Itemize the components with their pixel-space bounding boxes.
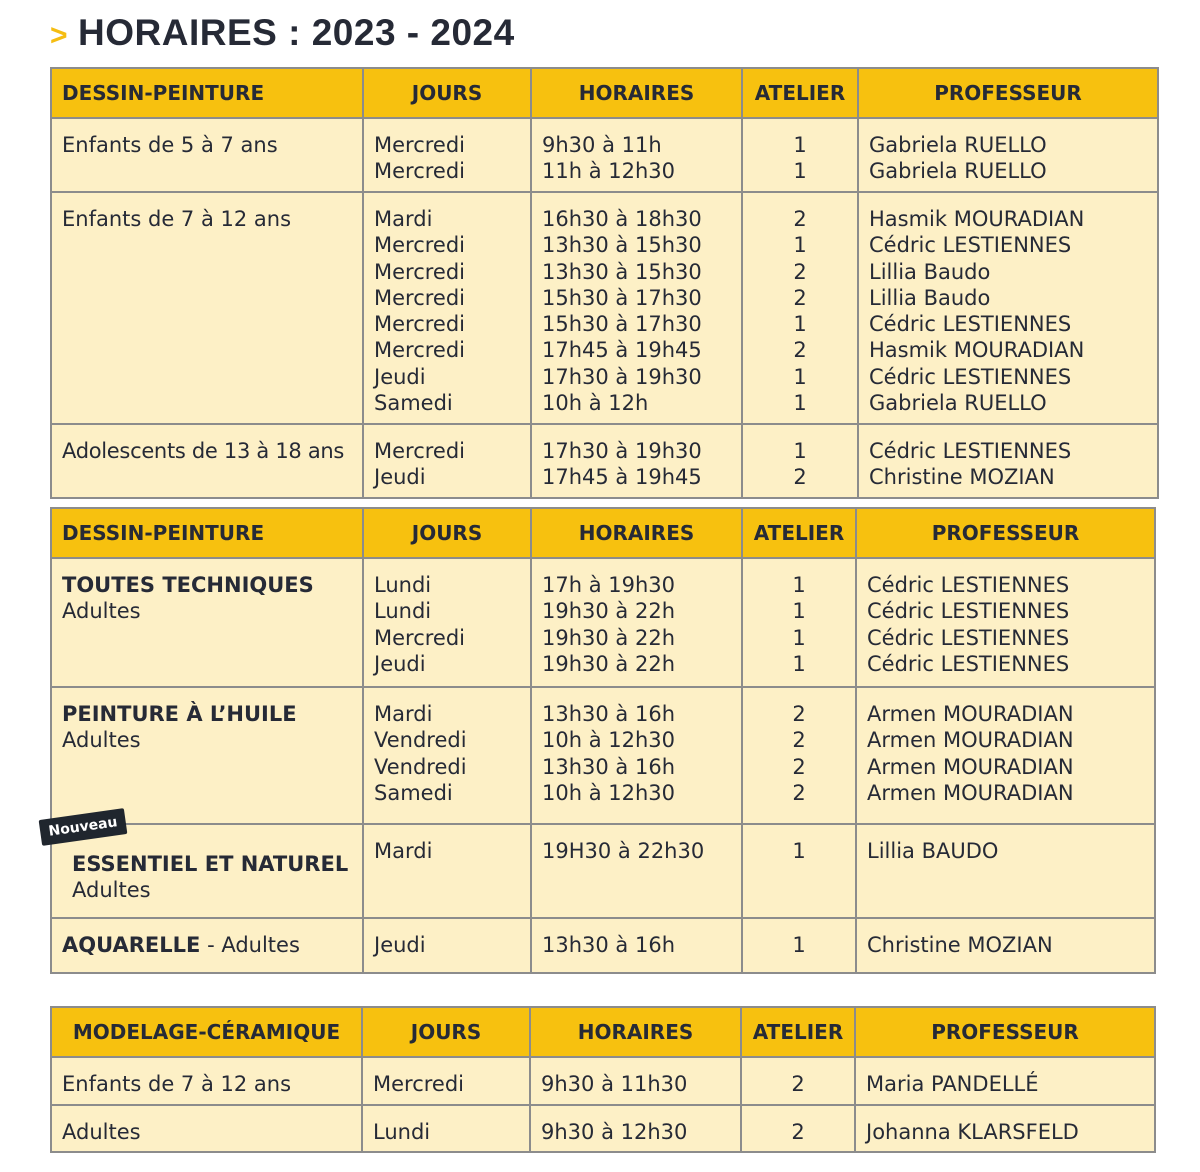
category-sub: - Adultes bbox=[200, 933, 300, 957]
atelier-value: 1 bbox=[793, 364, 807, 389]
table-row bbox=[51, 424, 1158, 498]
category-cell bbox=[51, 687, 363, 824]
horaires-cell bbox=[531, 558, 742, 687]
horaire-value: 19H30 à 22h30 bbox=[542, 839, 705, 863]
professeur-cell bbox=[858, 118, 1158, 192]
horaire-value: 10h à 12h30 bbox=[542, 780, 676, 805]
jour-value: Jeudi bbox=[374, 651, 426, 676]
header-professeur: PROFESSEUR bbox=[858, 68, 1158, 118]
atelier-value: 2 bbox=[792, 754, 806, 779]
atelier-cell bbox=[741, 1105, 855, 1152]
jour-value: Vendredi bbox=[374, 754, 467, 779]
atelier-cell bbox=[742, 192, 858, 424]
horaire-value: 9h30 à 11h30 bbox=[541, 1072, 688, 1096]
professeur-value: Cédric LESTIENNES bbox=[867, 651, 1070, 676]
atelier-value: 2 bbox=[793, 465, 807, 490]
category-cell bbox=[51, 192, 363, 424]
header-category: DESSIN-PEINTURE bbox=[51, 508, 363, 558]
page-title-text: HORAIRES : 2023 - 2024 bbox=[78, 12, 515, 53]
jour-value: Mercredi bbox=[374, 159, 466, 184]
horaire-value: 17h à 19h30 bbox=[542, 573, 676, 597]
atelier-cell bbox=[742, 118, 858, 192]
header-professeur: PROFESSEUR bbox=[855, 1007, 1155, 1057]
dessin-peinture-enfants-table bbox=[50, 67, 1159, 499]
horaire-value: 13h30 à 16h bbox=[542, 754, 676, 779]
header-category: MODELAGE-CÉRAMIQUE bbox=[51, 1007, 362, 1057]
professeur-value: Christine MOZIAN bbox=[867, 933, 1053, 957]
chevron-right-icon: > bbox=[50, 19, 69, 52]
jour-value: Mercredi bbox=[374, 285, 466, 310]
category-sub: Adultes bbox=[62, 599, 141, 624]
atelier-value: 1 bbox=[793, 439, 807, 463]
horaire-value: 10h à 12h bbox=[542, 391, 649, 416]
horaires-cell bbox=[531, 118, 742, 192]
atelier-value: 1 bbox=[792, 839, 806, 863]
jour-value: Mercredi bbox=[374, 133, 466, 157]
professeur-value: Johanna KLARSFELD bbox=[866, 1120, 1079, 1144]
horaire-value: 13h30 à 16h bbox=[542, 702, 676, 726]
atelier-cell bbox=[742, 918, 856, 973]
jours-cell bbox=[363, 192, 531, 424]
professeur-value: Christine MOZIAN bbox=[869, 465, 1055, 490]
horaire-value: 17h45 à 19h45 bbox=[542, 465, 702, 490]
header-atelier: ATELIER bbox=[742, 508, 856, 558]
professeur-value: Lillia Baudo bbox=[869, 285, 991, 310]
horaire-value: 13h30 à 16h bbox=[542, 933, 676, 957]
professeur-value: Cédric LESTIENNES bbox=[867, 599, 1070, 624]
horaire-value: 17h45 à 19h45 bbox=[542, 338, 702, 363]
modelage-ceramique-table bbox=[50, 1006, 1156, 1153]
atelier-value: 2 bbox=[793, 285, 807, 310]
atelier-value: 1 bbox=[792, 933, 806, 957]
jours-cell bbox=[362, 1105, 530, 1152]
table-header-row bbox=[51, 508, 1155, 558]
category-cell bbox=[51, 824, 363, 918]
atelier-cell bbox=[742, 824, 856, 918]
category-cell bbox=[51, 558, 363, 687]
category-sub: Adultes bbox=[62, 728, 141, 753]
header-atelier: ATELIER bbox=[742, 68, 858, 118]
jours-cell bbox=[363, 558, 531, 687]
atelier-value: 2 bbox=[793, 338, 807, 363]
horaire-value: 15h30 à 17h30 bbox=[542, 312, 702, 337]
professeur-cell bbox=[856, 824, 1155, 918]
jour-value: Lundi bbox=[373, 1120, 431, 1144]
category-label: Adultes bbox=[62, 1120, 141, 1144]
horaires-cell bbox=[531, 687, 742, 824]
horaire-value: 16h30 à 18h30 bbox=[542, 207, 702, 231]
horaires-cell bbox=[531, 824, 742, 918]
jour-value: Vendredi bbox=[374, 728, 467, 753]
jours-cell bbox=[362, 1057, 530, 1105]
jour-value: Mercredi bbox=[374, 259, 466, 284]
horaire-value: 9h30 à 11h bbox=[542, 133, 662, 157]
category-label: Enfants de 7 à 12 ans bbox=[62, 1072, 292, 1096]
professeur-value: Cédric LESTIENNES bbox=[867, 573, 1070, 597]
professeur-value: Gabriela RUELLO bbox=[869, 159, 1047, 184]
jour-value: Mercredi bbox=[374, 233, 466, 258]
table-header-row bbox=[51, 68, 1158, 118]
category-title: TOUTES TECHNIQUES bbox=[62, 573, 314, 597]
professeur-value: Maria PANDELLÉ bbox=[866, 1072, 1039, 1096]
header-horaires: HORAIRES bbox=[531, 68, 742, 118]
jour-value: Lundi bbox=[374, 573, 432, 597]
table-row bbox=[51, 1105, 1155, 1152]
horaire-value: 17h30 à 19h30 bbox=[542, 364, 702, 389]
jour-value: Jeudi bbox=[374, 933, 426, 957]
atelier-value: 2 bbox=[792, 702, 806, 726]
jour-value: Jeudi bbox=[374, 364, 426, 389]
category-label: Enfants de 7 à 12 ans bbox=[62, 207, 292, 231]
professeur-value: Cédric LESTIENNES bbox=[869, 364, 1072, 389]
horaire-value: 13h30 à 15h30 bbox=[542, 233, 702, 258]
professeur-value: Armen MOURADIAN bbox=[867, 702, 1074, 726]
jour-value: Samedi bbox=[374, 391, 453, 416]
professeur-value: Lillia Baudo bbox=[869, 259, 991, 284]
horaires-cell bbox=[530, 1057, 741, 1105]
jour-value: Mercredi bbox=[374, 312, 466, 337]
atelier-value: 2 bbox=[792, 728, 806, 753]
professeur-cell bbox=[856, 558, 1155, 687]
nouveau-badge: Nouveau bbox=[39, 808, 128, 846]
jour-value: Lundi bbox=[374, 599, 432, 624]
category-cell bbox=[51, 424, 363, 498]
jours-cell bbox=[363, 424, 531, 498]
jours-cell bbox=[363, 918, 531, 973]
atelier-value: 2 bbox=[792, 780, 806, 805]
table-row bbox=[51, 558, 1155, 687]
horaire-value: 17h30 à 19h30 bbox=[542, 439, 702, 463]
professeur-value: Cédric LESTIENNES bbox=[867, 625, 1070, 650]
horaires-cell bbox=[530, 1105, 741, 1152]
jour-value: Mardi bbox=[374, 839, 433, 863]
professeur-value: Armen MOURADIAN bbox=[867, 728, 1074, 753]
category-cell bbox=[51, 118, 363, 192]
professeur-cell bbox=[855, 1057, 1155, 1105]
header-category: DESSIN-PEINTURE bbox=[51, 68, 363, 118]
jours-cell bbox=[363, 824, 531, 918]
professeur-cell bbox=[858, 192, 1158, 424]
jour-value: Mercredi bbox=[373, 1072, 465, 1096]
professeur-value: Gabriela RUELLO bbox=[869, 133, 1047, 157]
table-row bbox=[51, 192, 1158, 424]
professeur-cell bbox=[856, 918, 1155, 973]
dessin-peinture-adultes-table bbox=[50, 507, 1156, 974]
category-label: Adolescents de 13 à 18 ans bbox=[62, 439, 345, 463]
jour-value: Mercredi bbox=[374, 338, 466, 363]
atelier-value: 1 bbox=[793, 391, 807, 416]
professeur-cell bbox=[858, 424, 1158, 498]
category-label: Enfants de 5 à 7 ans bbox=[62, 133, 278, 157]
atelier-value: 1 bbox=[792, 651, 806, 676]
page-title bbox=[50, 12, 515, 58]
horaire-value: 19h30 à 22h bbox=[542, 651, 676, 676]
category-title: PEINTURE À L’HUILE bbox=[62, 702, 297, 726]
horaire-value: 11h à 12h30 bbox=[542, 159, 676, 184]
atelier-value: 2 bbox=[793, 259, 807, 284]
category-cell bbox=[51, 918, 363, 973]
professeur-value: Hasmik MOURADIAN bbox=[869, 338, 1085, 363]
atelier-value: 2 bbox=[791, 1120, 805, 1144]
header-professeur: PROFESSEUR bbox=[856, 508, 1155, 558]
jour-value: Jeudi bbox=[374, 465, 426, 490]
atelier-value: 2 bbox=[793, 207, 807, 231]
category-sub: Adultes bbox=[72, 878, 151, 903]
horaires-cell bbox=[531, 192, 742, 424]
atelier-cell bbox=[742, 558, 856, 687]
header-horaires: HORAIRES bbox=[530, 1007, 741, 1057]
professeur-value: Lillia BAUDO bbox=[867, 839, 999, 863]
jours-cell bbox=[363, 118, 531, 192]
category-title: ESSENTIEL ET NATUREL bbox=[72, 852, 349, 876]
horaire-value: 13h30 à 15h30 bbox=[542, 259, 702, 284]
atelier-value: 2 bbox=[791, 1072, 805, 1096]
header-atelier: ATELIER bbox=[741, 1007, 855, 1057]
atelier-value: 1 bbox=[792, 573, 806, 597]
horaires-cell bbox=[531, 424, 742, 498]
category-cell bbox=[51, 1105, 362, 1152]
table-row bbox=[51, 918, 1155, 973]
atelier-cell bbox=[741, 1057, 855, 1105]
professeur-cell bbox=[856, 687, 1155, 824]
professeur-value: Hasmik MOURADIAN bbox=[869, 207, 1085, 231]
jour-value: Mercredi bbox=[374, 439, 466, 463]
header-jours: JOURS bbox=[363, 508, 531, 558]
horaires-cell bbox=[531, 918, 742, 973]
professeur-value: Gabriela RUELLO bbox=[869, 391, 1047, 416]
header-jours: JOURS bbox=[362, 1007, 530, 1057]
category-cell bbox=[51, 1057, 362, 1105]
jour-value: Mercredi bbox=[374, 625, 466, 650]
table-row bbox=[51, 687, 1155, 824]
horaire-value: 19h30 à 22h bbox=[542, 599, 676, 624]
professeur-value: Armen MOURADIAN bbox=[867, 754, 1074, 779]
jour-value: Samedi bbox=[374, 780, 453, 805]
table-row bbox=[51, 1057, 1155, 1105]
table-row bbox=[51, 118, 1158, 192]
professeur-value: Cédric LESTIENNES bbox=[869, 312, 1072, 337]
atelier-value: 1 bbox=[793, 233, 807, 258]
professeur-value: Cédric LESTIENNES bbox=[869, 439, 1072, 463]
jour-value: Mardi bbox=[374, 702, 433, 726]
professeur-cell bbox=[855, 1105, 1155, 1152]
horaire-value: 15h30 à 17h30 bbox=[542, 285, 702, 310]
horaire-value: 10h à 12h30 bbox=[542, 728, 676, 753]
professeur-value: Cédric LESTIENNES bbox=[869, 233, 1072, 258]
professeur-value: Armen MOURADIAN bbox=[867, 780, 1074, 805]
atelier-value: 1 bbox=[793, 312, 807, 337]
horaire-value: 9h30 à 12h30 bbox=[541, 1120, 688, 1144]
jours-cell bbox=[363, 687, 531, 824]
atelier-value: 1 bbox=[792, 625, 806, 650]
header-horaires: HORAIRES bbox=[531, 508, 742, 558]
atelier-value: 1 bbox=[793, 159, 807, 184]
jour-value: Mardi bbox=[374, 207, 433, 231]
atelier-cell bbox=[742, 687, 856, 824]
header-jours: JOURS bbox=[363, 68, 531, 118]
category-title: AQUARELLE bbox=[62, 933, 201, 957]
table-header-row bbox=[51, 1007, 1155, 1057]
atelier-cell bbox=[742, 424, 858, 498]
table-row bbox=[51, 824, 1155, 918]
atelier-value: 1 bbox=[793, 133, 807, 157]
atelier-value: 1 bbox=[792, 599, 806, 624]
horaire-value: 19h30 à 22h bbox=[542, 625, 676, 650]
